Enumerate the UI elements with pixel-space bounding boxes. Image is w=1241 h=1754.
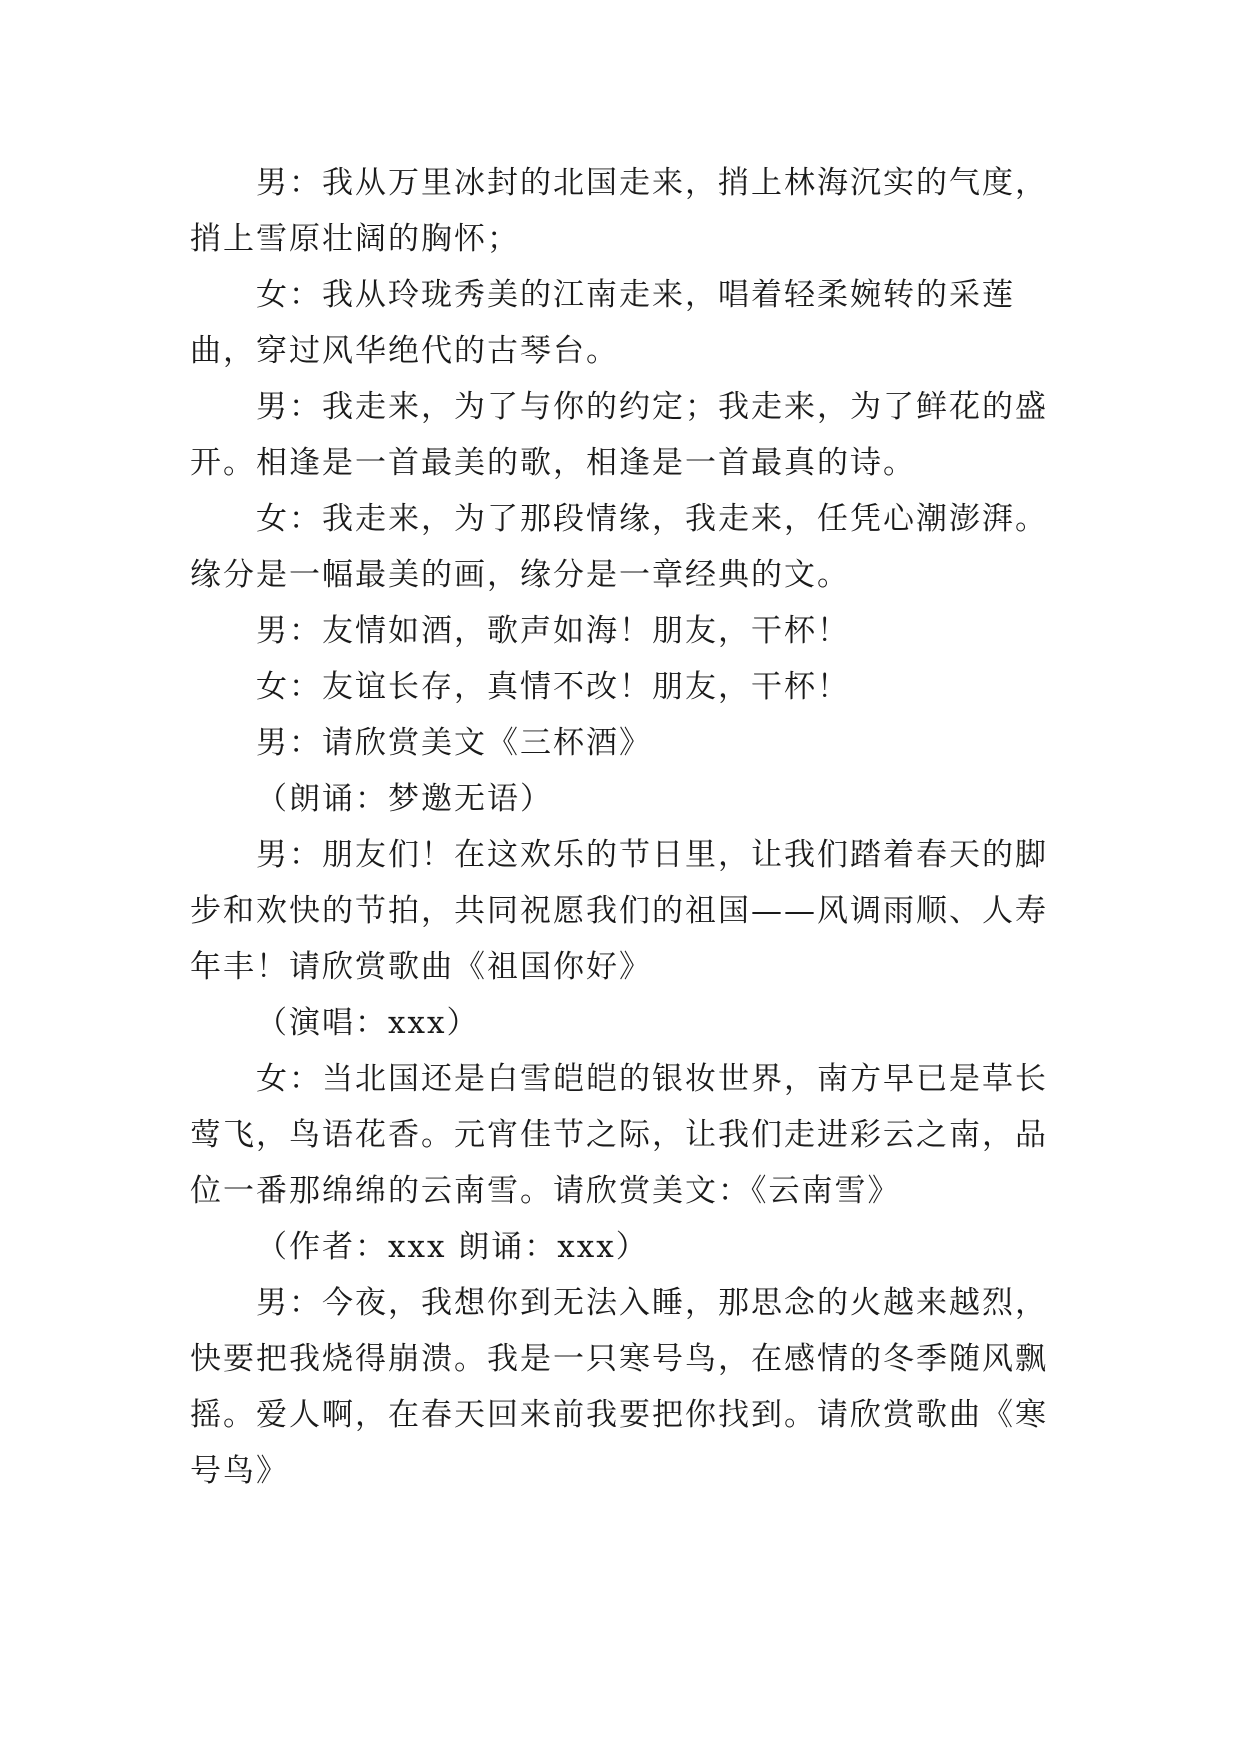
paragraph: 男：我走来，为了与你的约定；我走来，为了鲜花的盛开。相逢是一首最美的歌，相逢是一首最真的诗。: [190, 389, 1048, 481]
paragraph: 男：请欣赏美文《三杯酒》: [256, 725, 652, 761]
document-body: [190, 155, 1060, 1499]
paragraph: 男：友情如酒，歌声如海！朋友，干杯！: [256, 613, 850, 649]
paragraph: 女：我走来，为了那段情缘，我走来，任凭心潮澎湃。缘分是一幅最美的画，缘分是一章经典的文。: [190, 501, 1048, 593]
paragraph: 男：今夜，我想你到无法入睡，那思念的火越来越烈，快要把我烧得崩溃。我是一只寒号鸟，在感情的冬季随风飘摇。爱人啊，在春天回来前我要把你找到。请欣赏歌曲《寒号鸟》: [190, 1285, 1048, 1489]
paragraph: 男：朋友们！在这欢乐的节日里，让我们踏着春天的脚步和欢快的节拍，共同祝愿我们的祖国——风调雨顺、人寿年丰！请欣赏歌曲《祖国你好》: [190, 837, 1048, 985]
paragraph: 男：我从万里冰封的北国走来，捎上林海沉实的气度，捎上雪原壮阔的胸怀；: [190, 165, 1048, 257]
paragraph: （朗诵：梦邀无语）: [256, 781, 553, 817]
paragraph: （作者：xxx 朗诵：xxx）: [256, 1229, 649, 1265]
paragraph: 女：友谊长存，真情不改！朋友，干杯！: [256, 669, 850, 705]
paragraph: 女：我从玲珑秀美的江南走来，唱着轻柔婉转的采莲曲，穿过风华绝代的古琴台。: [190, 277, 1015, 369]
paragraph: （演唱：xxx）: [256, 1005, 480, 1041]
paragraph: 女：当北国还是白雪皑皑的银妆世界，南方早已是草长莺飞，鸟语花香。元宵佳节之际，让我们走进彩云之南，品位一番那绵绵的云南雪。请欣赏美文：《云南雪》: [190, 1061, 1048, 1209]
